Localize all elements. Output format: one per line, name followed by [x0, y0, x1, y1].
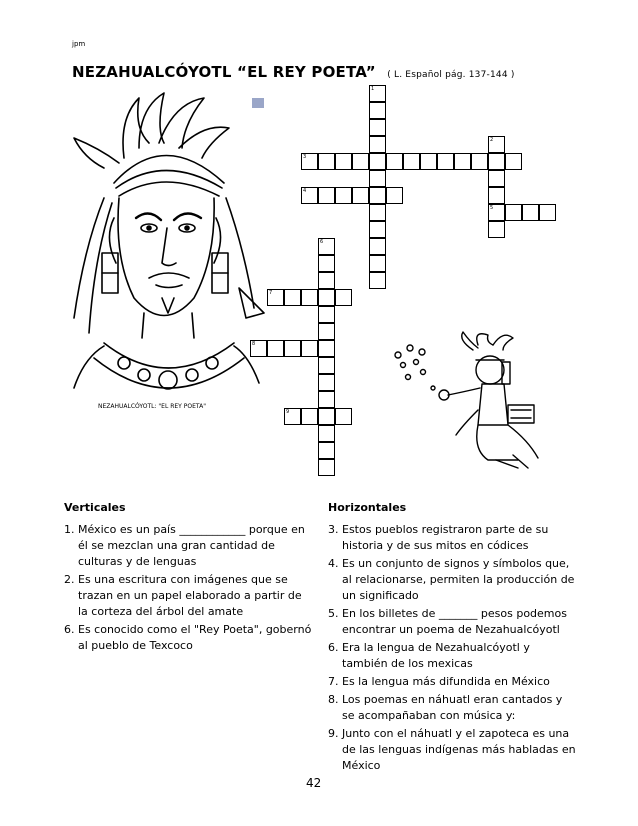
crossword-clue-number: 3: [303, 154, 307, 160]
crossword-clue-number: 2: [490, 137, 494, 143]
crossword-cell[interactable]: [352, 153, 369, 170]
horizontal-clues: [328, 500, 578, 776]
crossword-cell[interactable]: [318, 187, 335, 204]
crossword-cell[interactable]: [369, 221, 386, 238]
title-reference: ( L. Español pág. 137-144 ): [387, 70, 515, 80]
crossword-cell[interactable]: [318, 306, 335, 323]
crossword-cell[interactable]: [352, 187, 369, 204]
crossword-cell[interactable]: [318, 425, 335, 442]
crossword-cell[interactable]: [318, 153, 335, 170]
crossword-cell[interactable]: [539, 204, 556, 221]
page-number: 42: [306, 776, 322, 790]
crossword-cell[interactable]: [318, 340, 335, 357]
author-initials: jpm: [72, 40, 86, 48]
crossword-clue-number: 9: [286, 409, 290, 415]
crossword-clue-number: 5: [490, 205, 494, 211]
crossword-cell[interactable]: [318, 255, 335, 272]
crossword-cell[interactable]: [318, 459, 335, 476]
crossword-cell[interactable]: [318, 323, 335, 340]
crossword-cell[interactable]: [301, 340, 318, 357]
crossword-clue-number: 1: [371, 86, 375, 92]
crossword-cell[interactable]: [318, 391, 335, 408]
crossword-cell[interactable]: [522, 204, 539, 221]
crossword-cell[interactable]: [318, 374, 335, 391]
vertical-clue-6: 6. Es conocido como el "Rey Poeta", gobernó al pueblo de Texcoco: [64, 623, 312, 652]
crossword-clue-number: 4: [303, 188, 307, 194]
crossword-cell[interactable]: [386, 153, 403, 170]
crossword-cell[interactable]: [267, 340, 284, 357]
crossword-cell[interactable]: [488, 221, 505, 238]
crossword-cell[interactable]: [318, 289, 335, 306]
crossword-cell[interactable]: [369, 204, 386, 221]
title-text: NEZAHUALCÓYOTL “EL REY POETA”: [72, 63, 376, 81]
page-title: [72, 63, 515, 81]
crossword-cell[interactable]: [301, 408, 318, 425]
crossword-cell[interactable]: [318, 408, 335, 425]
vertical-clues: [64, 500, 314, 656]
crossword-cell[interactable]: [437, 153, 454, 170]
crossword-cell[interactable]: [369, 170, 386, 187]
crossword-cell[interactable]: [420, 153, 437, 170]
horizontal-clues-heading: Horizontales: [328, 501, 407, 514]
crossword-cell[interactable]: [403, 153, 420, 170]
crossword-cell[interactable]: [369, 238, 386, 255]
crossword-cell[interactable]: [369, 119, 386, 136]
horizontal-clue-6: 6. Era la lengua de Nezahualcóyotl y también de los mexicas: [328, 641, 530, 670]
horizontal-clue-3: 3. Estos pueblos registraron parte de su historia y de sus mitos en códices: [328, 523, 549, 552]
portrait-caption: NEZAHUALCÓYOTL: "EL REY POETA": [98, 403, 206, 410]
crossword-cell[interactable]: [471, 153, 488, 170]
crossword-cell[interactable]: [301, 289, 318, 306]
horizontal-clue-7: 7. Es la lengua más difundida en México: [328, 675, 550, 688]
crossword-clue-number: 8: [252, 341, 256, 347]
crossword-clue-number: 7: [269, 290, 273, 296]
horizontal-clue-4: 4. Es un conjunto de signos y símbolos que, al relacionarse, permiten la producción de un significado: [328, 557, 575, 602]
crossword-cell[interactable]: [488, 187, 505, 204]
crossword-cell[interactable]: [318, 442, 335, 459]
crossword-cell[interactable]: [505, 153, 522, 170]
crossword-cell[interactable]: [335, 408, 352, 425]
crossword-cell[interactable]: [369, 187, 386, 204]
crossword-cell[interactable]: [369, 153, 386, 170]
crossword-cell[interactable]: [335, 289, 352, 306]
crossword-cell[interactable]: [318, 357, 335, 374]
crossword-clue-number: 6: [320, 239, 324, 245]
crossword-cell[interactable]: [369, 255, 386, 272]
crossword-cell[interactable]: [488, 153, 505, 170]
crossword-cell[interactable]: [335, 187, 352, 204]
crossword-cell[interactable]: [488, 170, 505, 187]
crossword-cell[interactable]: [386, 187, 403, 204]
horizontal-clue-8: 8. Los poemas en náhuatl eran cantados y se acompañaban con música y:: [328, 693, 563, 722]
crossword-cell[interactable]: [369, 102, 386, 119]
crossword-cell[interactable]: [369, 272, 386, 289]
crossword-cell[interactable]: [284, 289, 301, 306]
horizontal-clue-5: 5. En los billetes de _______ pesos podemos encontrar un poema de Nezahualcóyotl: [328, 607, 567, 636]
aztec-musician-illustration: [378, 330, 558, 470]
horizontal-clue-9: 9. Junto con el náhuatl y el zapoteca es una de las lenguas indígenas más habladas en México: [328, 727, 576, 772]
crossword-cell[interactable]: [318, 272, 335, 289]
crossword-cell[interactable]: [335, 153, 352, 170]
crossword-cell[interactable]: [505, 204, 522, 221]
crossword-cell[interactable]: [369, 136, 386, 153]
vertical-clues-heading: Verticales: [64, 501, 126, 514]
crossword-cell[interactable]: [454, 153, 471, 170]
nezahualcoyotl-portrait-illustration: [64, 88, 266, 418]
crossword-cell[interactable]: [284, 340, 301, 357]
vertical-clue-1: 1. México es un país ____________ porque en él se mezclan una gran cantidad de culturas y de lenguas: [64, 523, 305, 568]
vertical-clue-2: 2. Es una escritura con imágenes que se trazan en un papel elaborado a partir de la corteza del árbol del amate: [64, 573, 302, 618]
